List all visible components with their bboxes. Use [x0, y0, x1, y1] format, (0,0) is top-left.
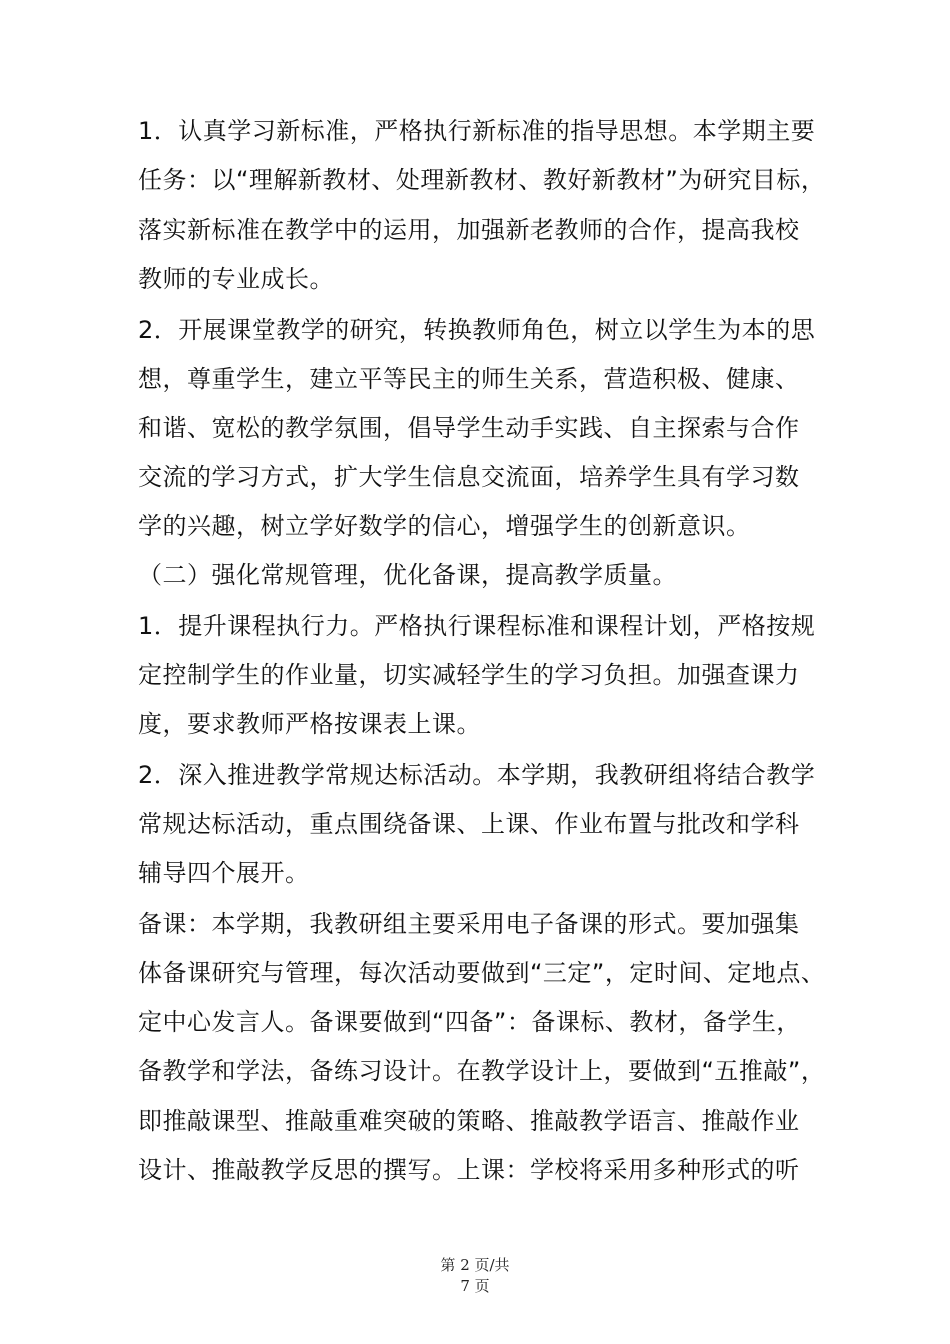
page-total: 7 页: [460, 1277, 490, 1295]
section-heading: （二）强化常规管理，优化备课，提高教学质量。: [138, 561, 677, 589]
text-line: 备课：本学期，我教研组主要采用电子备课的形式。要加强集: [138, 910, 800, 938]
text-line: 体备课研究与管理，每次活动要做到“三定”，定时间、定地点、: [138, 959, 826, 987]
page-number: 第 2 页/共: [440, 1256, 510, 1274]
text-line: 度，要求教师严格按课表上课。: [138, 710, 481, 738]
text-line: 辅导四个展开。: [138, 859, 310, 887]
text-line: 和谐、宽松的教学氛围，倡导学生动手实践、自主探索与合作: [138, 414, 800, 442]
text-line: 交流的学习方式，扩大学生信息交流面，培养学生具有学习数: [138, 463, 800, 491]
text-line: 设计、推敲教学反思的撰写。上课：学校将采用多种形式的听: [138, 1156, 800, 1184]
text-line: 2．开展课堂教学的研究，转换教师角色，树立以学生为本的思: [138, 316, 816, 344]
text-line: 学的兴趣，树立学好数学的信心，增强学生的创新意识。: [138, 512, 751, 540]
text-line: 2．深入推进教学常规达标活动。本学期，我教研组将结合教学: [138, 761, 816, 789]
text-line: 任务：以“理解新教材、处理新教材、教好新教材”为研究目标，: [138, 166, 826, 194]
text-line: 1．认真学习新标准，严格执行新标准的指导思想。本学期主要: [138, 117, 816, 145]
text-line: 落实新标准在教学中的运用，加强新老教师的合作，提高我校: [138, 216, 800, 244]
text-line: 定中心发言人。备课要做到“四备”：备课标、教材，备学生，: [138, 1008, 801, 1036]
text-line: 常规达标活动，重点围绕备课、上课、作业布置与批改和学科: [138, 810, 800, 838]
text-line: 定控制学生的作业量，切实减轻学生的学习负担。加强查课力: [138, 661, 800, 689]
text-line: 教师的专业成长。: [138, 265, 334, 293]
text-line: 即推敲课型、推敲重难突破的策略、推敲教学语言、推敲作业: [138, 1107, 800, 1135]
text-line: 想，尊重学生，建立平等民主的师生关系，营造积极、健康、: [138, 365, 800, 393]
text-line: 备教学和学法，备练习设计。在教学设计上，要做到“五推敲”，: [138, 1057, 826, 1085]
text-line: 1．提升课程执行力。严格执行课程标准和课程计划，严格按规: [138, 612, 816, 640]
